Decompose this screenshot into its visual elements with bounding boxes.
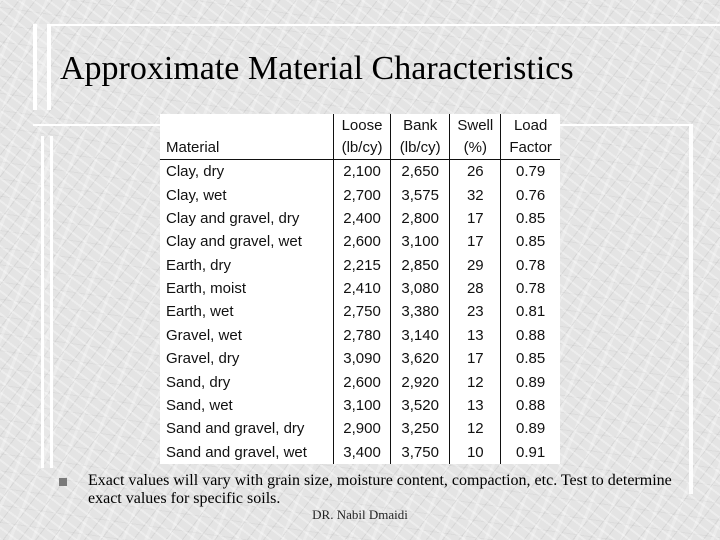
load-factor-cell: 0.88 — [501, 324, 560, 347]
header-cell: (lb/cy) — [391, 137, 450, 160]
header-cell: Bank — [391, 114, 450, 137]
loose-cell: 2,750 — [333, 300, 390, 323]
load-factor-cell: 0.79 — [501, 160, 560, 184]
load-factor-cell: 0.89 — [501, 417, 560, 440]
loose-cell: 2,400 — [333, 207, 390, 230]
loose-cell: 2,215 — [333, 254, 390, 277]
table-row — [160, 440, 560, 464]
material-cell: Sand, dry — [166, 373, 231, 391]
swell-cell: 13 — [450, 394, 501, 417]
swell-cell: 29 — [450, 254, 501, 277]
material-cell: Sand and gravel, dry — [166, 420, 305, 438]
bank-cell: 3,250 — [391, 417, 450, 440]
loose-cell: 2,600 — [333, 370, 390, 393]
bank-cell: 3,380 — [391, 300, 450, 323]
material-cell: Earth, moist — [166, 280, 247, 298]
load-factor-cell: 0.85 — [501, 347, 560, 370]
header-cell: Material — [160, 137, 333, 160]
material-cell: Gravel, dry — [166, 350, 240, 368]
material-table-image — [160, 114, 560, 464]
swell-cell: 32 — [450, 183, 501, 206]
table-row — [160, 160, 560, 184]
loose-cell: 3,100 — [333, 394, 390, 417]
header-cell: (lb/cy) — [333, 137, 390, 160]
table-row — [160, 347, 560, 370]
loose-cell: 2,100 — [333, 160, 390, 184]
swell-cell: 13 — [450, 324, 501, 347]
load-factor-cell: 0.85 — [501, 207, 560, 230]
loose-cell: 3,090 — [333, 347, 390, 370]
bank-cell: 2,800 — [391, 207, 450, 230]
header-cell: Loose — [333, 114, 390, 137]
decorative-rule-right — [689, 124, 693, 494]
loose-cell: 2,780 — [333, 324, 390, 347]
table-row — [160, 277, 560, 300]
bullet-marker — [59, 478, 67, 486]
material-cell: Sand, wet — [166, 396, 233, 414]
table-row — [160, 254, 560, 277]
bank-cell: 3,520 — [391, 394, 450, 417]
swell-cell: 17 — [450, 347, 501, 370]
loose-cell: 2,700 — [333, 183, 390, 206]
material-cell: Clay and gravel, dry — [166, 210, 300, 228]
bullet-note: Exact values will vary with grain size, moisture content, compaction, etc. Test to determine exact values for specific soils. — [88, 472, 672, 507]
load-factor-cell: 0.88 — [501, 394, 560, 417]
swell-cell: 17 — [450, 230, 501, 253]
slide-footer: DR. Nabil Dmaidi — [312, 507, 408, 522]
material-cell: Gravel, wet — [166, 326, 242, 344]
bank-cell: 3,080 — [391, 277, 450, 300]
swell-cell: 23 — [450, 300, 501, 323]
load-factor-cell: 0.91 — [501, 440, 560, 464]
material-table — [160, 114, 560, 464]
bank-cell: 3,620 — [391, 347, 450, 370]
bank-cell: 3,575 — [391, 183, 450, 206]
slide-title: Approximate Material Characteristics — [60, 50, 574, 87]
bank-cell: 2,850 — [391, 254, 450, 277]
header-cell: Swell — [450, 114, 501, 137]
header-cell — [160, 114, 333, 137]
swell-cell: 12 — [450, 417, 501, 440]
loose-cell: 2,900 — [333, 417, 390, 440]
swell-cell: 10 — [450, 440, 501, 464]
table-row — [160, 230, 560, 253]
header-cell: Load — [501, 114, 560, 137]
table-row — [160, 370, 560, 393]
table-row — [160, 300, 560, 323]
load-factor-cell: 0.81 — [501, 300, 560, 323]
header-row-top — [160, 114, 560, 137]
load-factor-cell: 0.78 — [501, 254, 560, 277]
bank-cell: 2,920 — [391, 370, 450, 393]
swell-cell: 17 — [450, 207, 501, 230]
swell-cell: 26 — [450, 160, 501, 184]
table-row — [160, 324, 560, 347]
decorative-frame-top-left — [33, 24, 51, 110]
load-factor-cell: 0.89 — [501, 370, 560, 393]
table-row — [160, 183, 560, 206]
bank-cell: 3,100 — [391, 230, 450, 253]
table-row — [160, 207, 560, 230]
header-cell: Factor — [501, 137, 560, 160]
header-row-bottom — [160, 137, 560, 160]
loose-cell: 3,400 — [333, 440, 390, 464]
swell-cell: 12 — [450, 370, 501, 393]
material-cell: Sand and gravel, wet — [166, 443, 307, 461]
decorative-rule-top — [50, 24, 720, 26]
material-cell: Clay, wet — [166, 186, 227, 204]
bank-cell: 2,650 — [391, 160, 450, 184]
load-factor-cell: 0.85 — [501, 230, 560, 253]
loose-cell: 2,410 — [333, 277, 390, 300]
decorative-frame-left — [41, 136, 53, 468]
table-row — [160, 394, 560, 417]
header-cell: (%) — [450, 137, 501, 160]
material-cell: Clay and gravel, wet — [166, 233, 302, 251]
bank-cell: 3,140 — [391, 324, 450, 347]
bank-cell: 3,750 — [391, 440, 450, 464]
material-cell: Earth, wet — [166, 303, 234, 321]
swell-cell: 28 — [450, 277, 501, 300]
material-cell: Earth, dry — [166, 256, 232, 274]
material-cell: Clay, dry — [166, 163, 225, 181]
load-factor-cell: 0.76 — [501, 183, 560, 206]
loose-cell: 2,600 — [333, 230, 390, 253]
load-factor-cell: 0.78 — [501, 277, 560, 300]
table-row — [160, 417, 560, 440]
